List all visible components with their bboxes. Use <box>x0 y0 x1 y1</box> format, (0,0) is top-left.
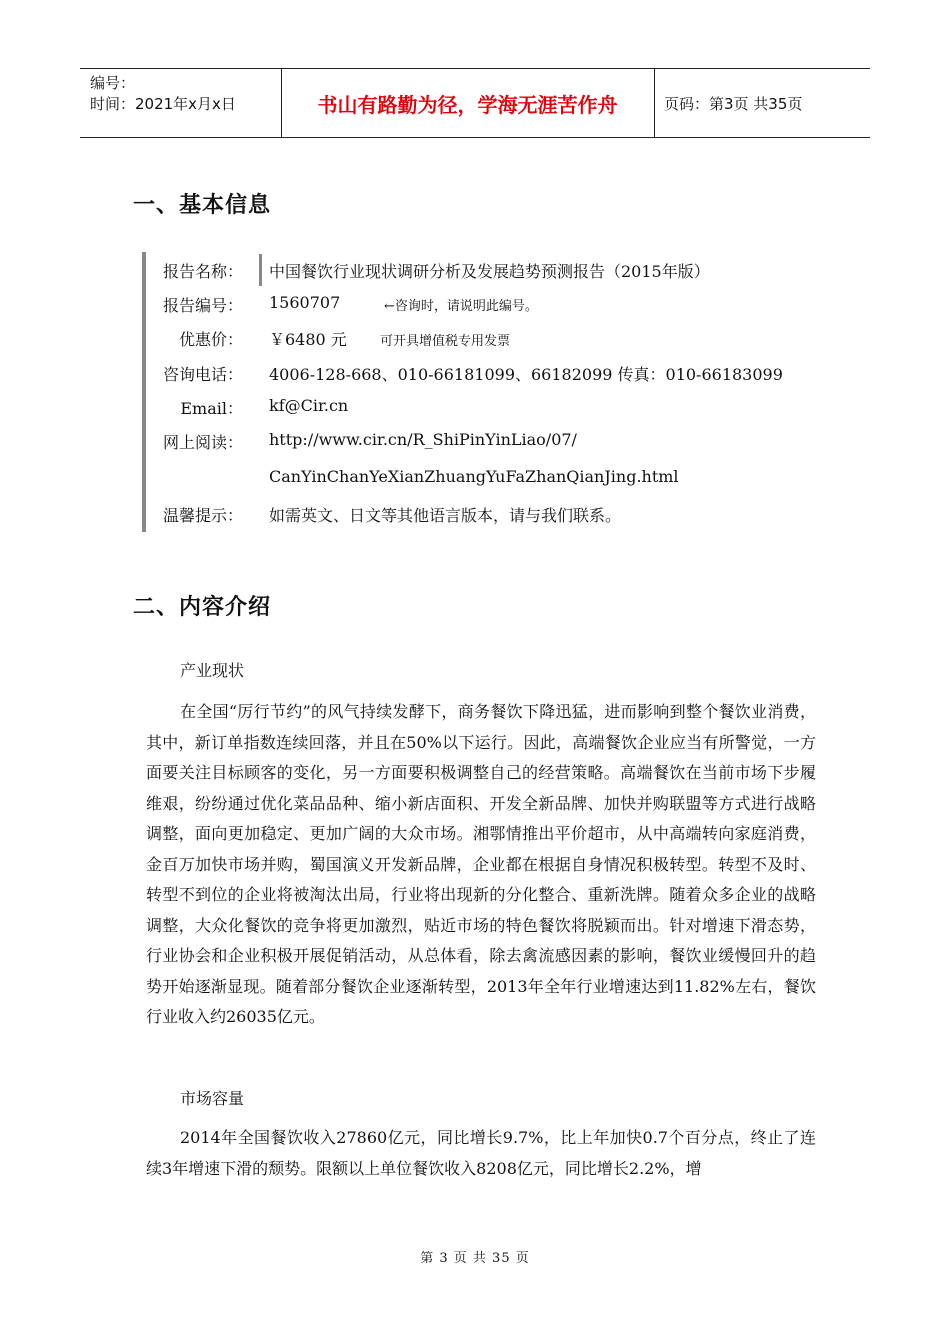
section-title-content: 二、内容介绍 <box>133 595 272 620</box>
header-meta <box>90 73 236 115</box>
page-footer: 第 3 页 共 35 页 <box>420 1251 530 1266</box>
info-url-link[interactable]: http://www.cir.cn/R_ShiPinYinLiao/07/ <box>269 430 577 449</box>
paragraph-market-size: 2014年全国餐饮收入27860亿元，同比增长9.7%，比上年加快0.7个百分点，终止了连续3年增速下滑的颓势。限额以上单位餐饮收入8208亿元，同比增长2.2%，增 <box>146 1128 816 1178</box>
info-email-link[interactable]: kf@Cir.cn <box>269 396 349 415</box>
time-label: 时间：2021年x月x日 <box>90 95 236 113</box>
info-label: 温馨提示： <box>162 506 243 525</box>
info-block <box>142 252 782 532</box>
header-page-info: 页码：第3页 共35页 <box>664 94 803 113</box>
info-value: 如需英文、日文等其他语言版本，请与我们联系。 <box>269 506 622 525</box>
subheading-market-size: 市场容量 <box>180 1089 245 1108</box>
page-header <box>80 68 870 138</box>
info-label: 报告编号： <box>162 296 243 315</box>
info-value: 4006-128-668、010-66181099、66182099 传真：010-66183099 <box>269 365 783 384</box>
number-label: 编号： <box>90 74 136 92</box>
info-value: 中国餐饮行业现状调研分析及发展趋势预测报告（2015年版） <box>269 262 710 281</box>
header-divider <box>654 69 655 137</box>
info-note: 可开具增值税专用发票 <box>380 334 511 349</box>
info-value: 1560707 <box>269 293 341 312</box>
info-label: Email： <box>180 399 243 418</box>
paragraph-industry-status: 在全国“厉行节约”的风气持续发酵下，商务餐饮下降迅猛，进而影响到整个餐饮业消费，其中，新订单指数连续回落，并且在50%以下运行。因此，高端餐饮企业应当有所警觉，一方面要关注目标顾客的变化，另一方面要积极调整自己的经营策略。高端餐饮在当前市场下步履维艰，纷纷通过优化菜品品种、缩小新店面积、开发全新品牌、加快并购联盟等方式进行战略调整，面向更加稳定、更加广阔的大众市场。湘鄂情推出平价超市，从中高端转向家庭消费，金百万加快市场并购，蜀国演义开发新品牌，企业都在根据自身情况积极转型。转型不及时、转型不到位的企业将被淘汰出局，行业将出现新的分化整合、重新洗牌。随着众多企业的战略调整，大众化餐饮的竞争将更加激烈，贴近市场的特色餐饮将脱颖而出。针对增速下滑态势，行业协会和企业积极开展促销活动，从总体看，除去禽流感因素的影响，餐饮业缓慢回升的趋势开始逐渐显现。随着部分餐饮企业逐渐转型，2013年全年行业增速达到11.82%左右，餐饮行业收入约26035亿元。 <box>146 702 816 1026</box>
subheading-industry-status: 产业现状 <box>180 661 245 680</box>
info-label: 报告名称： <box>162 262 243 281</box>
info-note: ←咨询时，请说明此编号。 <box>384 299 538 314</box>
info-label: 咨询电话： <box>162 365 243 384</box>
section-title-basic-info: 一、基本信息 <box>133 193 272 218</box>
info-title-rule <box>259 254 262 286</box>
info-label: 优惠价： <box>178 330 243 349</box>
info-label: 网上阅读： <box>162 433 243 452</box>
info-url-link[interactable]: CanYinChanYeXianZhuangYuFaZhanQianJing.html <box>269 467 679 486</box>
info-value: ￥6480 元 <box>269 330 347 349</box>
header-motto: 书山有路勤为径，学海无涯苦作舟 <box>317 92 618 117</box>
